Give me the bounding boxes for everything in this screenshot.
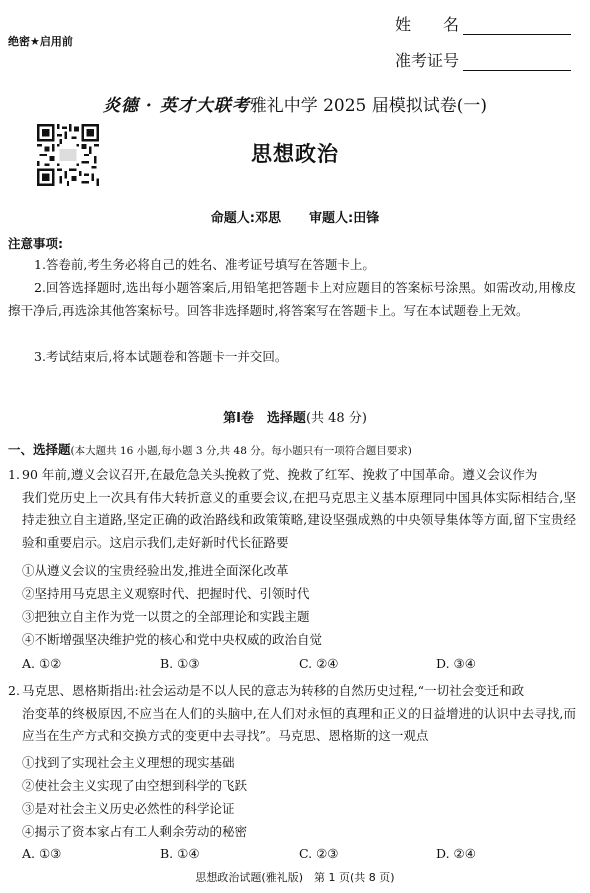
question-2-stem (8, 680, 576, 748)
name-label: 姓 名 (395, 15, 460, 34)
choice-b[interactable]: B. ①④ (160, 846, 200, 861)
question-text: 治变革的终极原因,不应当在人们的头脑中,在人们对永恒的真理和正义的日益增进的认识中去寻找,而应当在生产方式和交换方式的变更中去寻找”。马克思、恩格斯的这一观点 (22, 705, 576, 743)
notice-item-3: 3.考试结束后,将本试题卷和答题卡一并交回。 (34, 349, 288, 364)
choice-d[interactable]: D. ②④ (436, 846, 476, 861)
choice-c[interactable]: C. ②③ (299, 846, 339, 861)
question-text: 我们党历史上一次具有伟大转折意义的重要会议,在把马克思主义基本原理同中国具体实际相结合,坚持走独立自主道路,坚定正确的政治路线和政策策略,建设坚强成熟的中央领导集体等方面,留下宝贵经验和重要启示。这启示我们,走好新时代长征路要 (22, 489, 576, 550)
question-2-option-2: ②使社会主义实现了由空想到科学的飞跃 (22, 778, 248, 793)
choice-a[interactable]: A. ①② (22, 656, 62, 671)
exam-authors (0, 207, 590, 226)
subject-title: 思想政治 (251, 142, 339, 166)
name-blank-line[interactable] (463, 18, 571, 35)
reviewer-name: 审题人:田锋 (309, 211, 380, 226)
question-1-option-2: ②坚持用马克思主义观察时代、把握时代、引领时代 (22, 586, 310, 601)
question-2-option-3: ③是对社会主义历史必然性的科学论证 (22, 801, 235, 816)
name-field (395, 12, 571, 35)
exam-number-field (395, 48, 571, 71)
question-text-first-line: 90 年前,遵义会议召开,在最危急关头挽救了党、挽救了红军、挽救了中国革命。遵义会议作为 (22, 467, 538, 482)
page-footer: 思想政治试题(雅礼版) 第 1 页(共 8 页) (195, 871, 395, 884)
choice-c[interactable]: C. ②④ (299, 656, 339, 671)
exam-number-blank-line[interactable] (463, 54, 571, 71)
question-number: 1. (8, 467, 20, 482)
setter-name: 命题人:邓思 (210, 211, 281, 226)
exam-brand: 炎德 · 英才大联考 (102, 96, 250, 116)
section-points: (共 48 分) (305, 411, 367, 426)
exam-number-label: 准考证号 (395, 51, 460, 70)
section-name: 第Ⅰ卷 选择题 (223, 411, 306, 426)
notice-item-1: 1.答卷前,考生务必将自己的姓名、准考证号填写在答题卡上。 (34, 257, 375, 272)
question-text-first-line: 马克思、恩格斯指出:社会运动是不以人民的意志为转移的自然历史过程,“一切社会变迁和政 (22, 683, 525, 698)
question-2-option-4: ④揭示了资本家占有工人剩余劳动的秘密 (22, 824, 248, 839)
question-2-option-1: ①找到了实现社会主义理想的现实基础 (22, 755, 235, 770)
question-number: 2. (8, 683, 20, 698)
notice-item-2: 2.回答选择题时,选出每小题答案后,用铅笔把答题卡上对应题目的答案标号涂黑。如需改动,用橡皮擦干净后,再选涂其他答案标号。回答非选择题时,将答案写在答题卡上。写在本试题卷上无效。 (8, 280, 576, 318)
section-title (0, 407, 590, 426)
confidential-mark: 绝密★启用前 (8, 35, 73, 48)
question-1-stem (8, 464, 576, 554)
choice-b[interactable]: B. ①③ (160, 656, 200, 671)
notice-heading: 注意事项: (8, 236, 63, 251)
part-label: 一、选择题 (8, 442, 71, 457)
question-1-option-4: ④不断增强坚决维护党的核心和党中央权威的政治自觉 (22, 632, 323, 647)
part-instructions: (本大题共 16 小题,每小题 3 分,共 48 分。每小题只有一项符合题目要求) (70, 445, 412, 457)
choice-a[interactable]: A. ①③ (22, 846, 62, 861)
exam-name: 雅礼中学 2025 届模拟试卷(一) (249, 96, 488, 116)
question-1-option-3: ③把独立自主作为党一以贯之的全部理论和实践主题 (22, 609, 310, 624)
choice-d[interactable]: D. ③④ (436, 656, 476, 671)
part-heading (8, 440, 583, 458)
question-1-option-1: ①从遵义会议的宝贵经验出发,推进全面深化改革 (22, 563, 289, 578)
exam-title (0, 91, 590, 116)
